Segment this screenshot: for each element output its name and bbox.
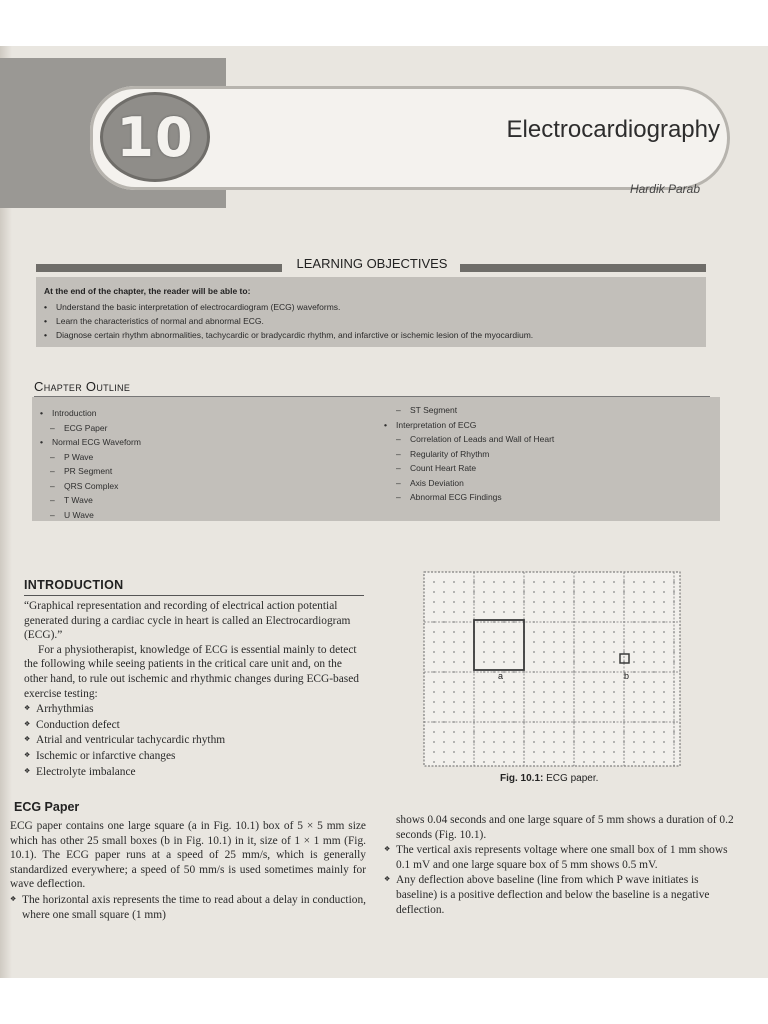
introduction-text — [24, 599, 366, 779]
ecg-paper-bullets-left — [10, 892, 366, 922]
learning-objectives-heading: LEARNING OBJECTIVES — [296, 256, 448, 271]
introduction-paragraph: For a physiotherapist, knowledge of ECG is essential mainly to detect the following while seeing patients in the critical care unit and, on the other hand, to rule out ischemic and rhythmic changes during ECG-based exercise testing: — [24, 643, 359, 700]
chapter-outline-right-column — [384, 403, 554, 505]
list-item: ❖ The horizontal axis represents the time to read about a delay in conduction, where one small square (1 mm) — [10, 892, 366, 922]
ecg-grid — [424, 572, 680, 766]
chapter-title: Electrocardiography — [506, 116, 720, 143]
ecg-paper-right-column — [384, 813, 738, 917]
bar-left — [36, 264, 282, 272]
chapter-author: Hardik Parab — [629, 182, 700, 196]
label-b: b — [624, 671, 630, 681]
outline-item: – ECG Paper — [40, 421, 141, 436]
label-a: a — [498, 671, 504, 681]
list-item: • Learn the characteristics of normal and abnormal ECG. — [44, 314, 533, 328]
list-item: ❖ Conduction defect — [24, 717, 366, 733]
list-item: • Understand the basic interpretation of electrocardiogram (ECG) waveforms. — [44, 300, 533, 314]
chapter-outline-left-column — [40, 406, 141, 522]
ecg-paper-bullets-right — [384, 842, 738, 917]
outline-item: • Introduction — [40, 406, 141, 421]
list-item: ❖ Ischemic or infarctive changes — [24, 748, 366, 764]
bar-right — [460, 264, 706, 272]
introduction-heading: INTRODUCTION — [24, 578, 124, 592]
list-item: ❖ The vertical axis represents voltage where one small box of 1 mm shows 0.1 mV and one large square box of 5 mm shows 0.5 mV. — [384, 842, 738, 872]
list-item: ❖ Atrial and ventricular tachycardic rhythm — [24, 732, 366, 748]
outline-item: – Correlation of Leads and Wall of Heart — [384, 432, 554, 447]
figure-caption-text: ECG paper. — [546, 773, 599, 784]
list-item: ❖ Any deflection above baseline (line from which P wave initiates is baseline) is a positive deflection and below the baseline is a negative deflection. — [384, 872, 738, 917]
ecg-paper-continuation: shows 0.04 seconds and one large square of 5 mm shows a duration of 0.2 seconds (Fig. 10.1). — [396, 814, 734, 841]
outline-item: – P Wave — [40, 450, 141, 465]
outline-item: – QRS Complex — [40, 479, 141, 494]
figure-caption — [500, 773, 598, 784]
outline-item: – PR Segment — [40, 464, 141, 479]
learning-objectives-bar — [36, 256, 706, 272]
outline-item: • Normal ECG Waveform — [40, 435, 141, 450]
ecg-paper-figure — [422, 570, 682, 768]
learning-objectives-intro: At the end of the chapter, the reader will be able to: — [44, 286, 251, 296]
outline-item: – Regularity of Rhythm — [384, 447, 554, 462]
outline-item: – Abnormal ECG Findings — [384, 490, 554, 505]
learning-objectives-list — [44, 300, 533, 342]
chapter-outline-heading: Chapter Outline — [34, 379, 131, 394]
ecg-paper-paragraph: ECG paper contains one large square (a in Fig. 10.1) box of 5 × 5 mm size which has other 25 small boxes (b in Fig. 10.1) in it, size of 1 × 1 mm (Fig. 10.1). The ECG paper runs at a speed of 25 mm/s, which is generally standardized everywhere; a speed of 50 mm/s is used sometimes mainly for wave deflection. — [10, 820, 366, 891]
outline-item: – Count Heart Rate — [384, 461, 554, 476]
figure-caption-label: Fig. 10.1: — [500, 773, 544, 784]
introduction-definition: “Graphical representation and recording of electrical action potential generated during a cardiac cycle in heart is called an Electrocardiogram (ECG).” — [24, 600, 351, 642]
outline-item: – Axis Deviation — [384, 476, 554, 491]
list-item: ❖ Arrhythmias — [24, 701, 366, 717]
outline-item: – ST Segment — [384, 403, 554, 418]
outline-item: • Interpretation of ECG — [384, 418, 554, 433]
chapter-number-badge — [100, 92, 210, 182]
outline-item: – T Wave — [40, 493, 141, 508]
outline-item: – U Wave — [40, 508, 141, 523]
list-item: • Diagnose certain rhythm abnormalities, tachycardic or bradycardic rhythm, and infarctive or ischemic lesion of the myocardium. — [44, 328, 533, 342]
introduction-bullets — [24, 701, 366, 779]
chapter-number: 10 — [116, 105, 194, 169]
introduction-rule — [24, 595, 364, 596]
ecg-paper-heading: ECG Paper — [14, 800, 80, 814]
ecg-paper-left-column — [10, 819, 366, 922]
list-item: ❖ Electrolyte imbalance — [24, 764, 366, 780]
